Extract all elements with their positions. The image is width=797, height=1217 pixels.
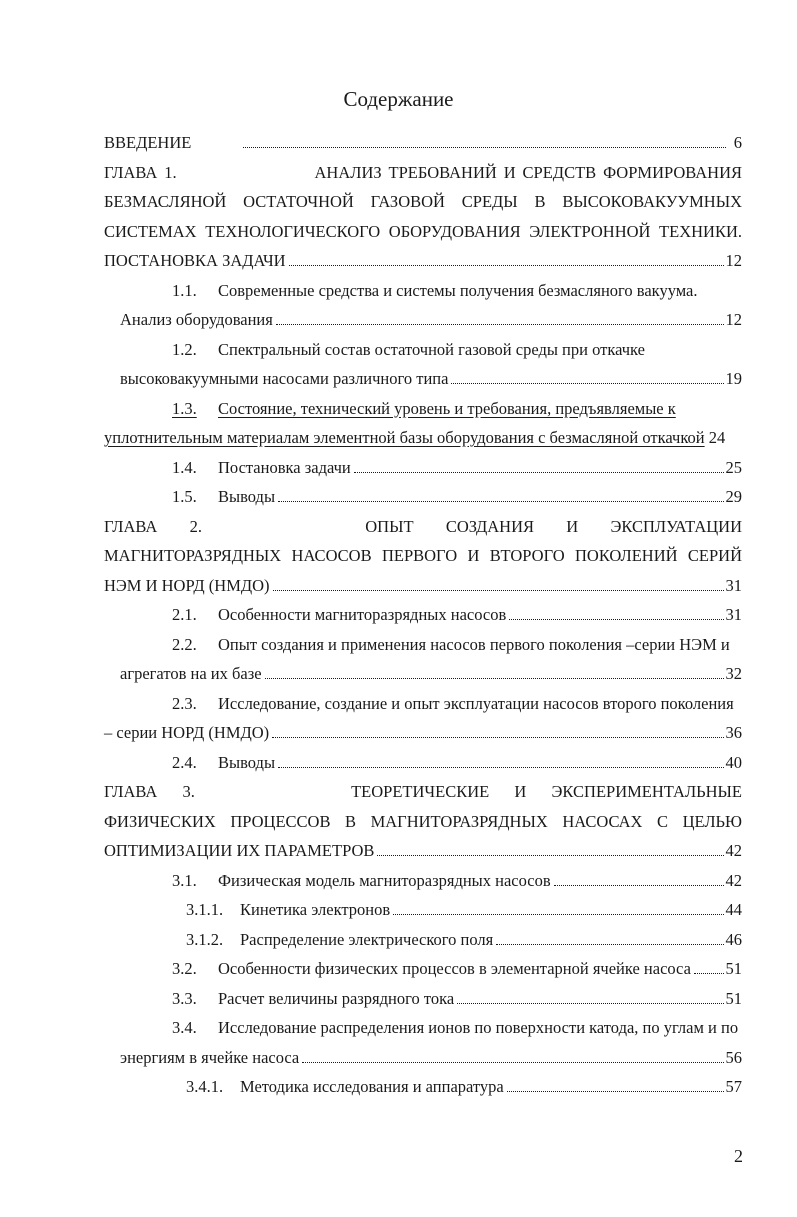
toc-page-number: 12 — [725, 310, 742, 329]
section-title: Выводы — [218, 487, 276, 506]
toc-page-number: 32 — [725, 664, 742, 683]
toc-page-number: 25 — [725, 457, 742, 477]
section-1-1[interactable] — [104, 276, 742, 306]
dot-leader — [265, 678, 724, 679]
chapter-number: ГЛАВА 2. — [104, 516, 202, 536]
section-2-3[interactable] — [104, 689, 742, 719]
section-1-5[interactable] — [104, 482, 742, 512]
section-title: уплотнительным материалам элементной базы оборудования с безмасляной откачкой — [104, 428, 705, 447]
toc-page-number: 57 — [725, 1077, 742, 1096]
dot-leader — [509, 619, 723, 620]
chapter-2-title-line: МАГНИТОРАЗРЯДНЫХ НАСОСОВ ПЕРВОГО И ВТОРОГО ПОКОЛЕНИЙ СЕРИЙ — [104, 546, 742, 565]
section-title: Опыт создания и применения насосов первого поколения –серии НЭМ и — [218, 634, 730, 654]
dot-leader — [507, 1091, 724, 1092]
section-1-3[interactable] — [104, 394, 742, 424]
section-number: 1.1. — [172, 280, 197, 300]
chapter-1-heading[interactable] — [104, 158, 742, 188]
section-number: 3.1.2. — [186, 929, 224, 949]
toc-page-number: 56 — [725, 1047, 742, 1067]
dot-leader — [393, 914, 723, 915]
dot-leader — [273, 590, 724, 591]
section-2-2-cont[interactable] — [104, 659, 742, 689]
toc-page-number: 46 — [725, 929, 742, 949]
section-title: Состояние, технический уровень и требования, предъявляемые к — [218, 398, 676, 418]
toc-page-number: 42 — [725, 841, 742, 860]
section-number: 1.3. — [172, 398, 197, 418]
section-title: – серии НОРД (НМДО) — [104, 723, 270, 742]
table-of-contents — [104, 128, 742, 1102]
toc-page-number: 24 — [708, 428, 726, 447]
section-title: Физическая модель магниторазрядных насосов — [218, 870, 551, 890]
section-title: Расчет величины разрядного тока — [218, 988, 455, 1008]
section-number: 3.4. — [172, 1018, 197, 1037]
section-3-4-1[interactable] — [104, 1072, 742, 1102]
toc-page-number: 51 — [725, 988, 742, 1008]
toc-page-number: 36 — [725, 723, 742, 742]
dot-leader — [451, 383, 723, 384]
toc-page-number: 51 — [725, 959, 742, 978]
toc-page-number: 19 — [725, 369, 742, 388]
section-number: 1.5. — [172, 487, 197, 506]
section-number: 2.2. — [172, 634, 197, 654]
dot-leader — [278, 767, 723, 768]
section-title: Распределение электрического поля — [240, 929, 494, 949]
section-2-4[interactable] — [104, 748, 742, 778]
section-number: 2.3. — [172, 693, 197, 713]
toc-page-number: 12 — [725, 251, 742, 270]
chapter-number: ГЛАВА 3. — [104, 782, 195, 801]
section-number: 1.2. — [172, 339, 197, 359]
chapter-title: ТЕОРЕТИЧЕСКИЕ И ЭКСПЕРИМЕНТАЛЬНЫЕ — [351, 782, 742, 801]
section-number: 3.1.1. — [186, 900, 224, 919]
section-title: Анализ оборудования — [120, 310, 273, 329]
page-number: 2 — [734, 1146, 743, 1166]
dot-leader — [272, 737, 723, 738]
toc-entry-label: ВВЕДЕНИЕ — [104, 133, 192, 152]
toc-page-number: 40 — [725, 752, 742, 772]
section-2-3-cont[interactable] — [104, 718, 742, 748]
section-3-1-2[interactable] — [104, 925, 742, 955]
section-3-4-cont[interactable] — [104, 1043, 742, 1073]
chapter-1-title-end[interactable] — [104, 246, 742, 276]
chapter-3-title-end[interactable] — [104, 836, 742, 866]
section-number: 3.4.1. — [186, 1077, 224, 1096]
section-3-2[interactable] — [104, 954, 742, 984]
section-title: Исследование распределения ионов по поверхности катода, по углам и по — [218, 1018, 739, 1037]
toc-page-number: 42 — [725, 870, 742, 890]
section-number: 2.1. — [172, 605, 197, 624]
toc-entry-intro[interactable] — [104, 128, 742, 158]
dot-leader — [694, 973, 724, 974]
chapter-number: ГЛАВА 1. — [104, 162, 177, 182]
chapter-3-title-line: ФИЗИЧЕСКИХ ПРОЦЕССОВ В МАГНИТОРАЗРЯДНЫХ НАСОСАХ С ЦЕЛЬЮ — [104, 811, 742, 831]
chapter-2-heading[interactable] — [104, 512, 742, 542]
toc-page-number: 29 — [725, 487, 742, 506]
chapter-1-title-line: БЕЗМАСЛЯНОЙ ОСТАТОЧНОЙ ГАЗОВОЙ СРЕДЫ В ВЫСОКОВАКУУМНЫХ — [104, 192, 742, 211]
dot-leader — [289, 265, 724, 266]
chapter-1-title-line: СИСТЕМАХ ТЕХНОЛОГИЧЕСКОГО ОБОРУДОВАНИЯ ЭЛЕКТРОННОЙ ТЕХНИКИ. — [104, 221, 742, 241]
section-title: Особенности магниторазрядных насосов — [218, 605, 507, 624]
section-title: энергиям в ячейке насоса — [120, 1047, 300, 1067]
section-title: Постановка задачи — [218, 457, 351, 477]
section-number: 1.4. — [172, 457, 197, 477]
section-title: Особенности физических процессов в элементарной ячейке насоса — [218, 959, 691, 978]
chapter-title: ОПТИМИЗАЦИИ ИХ ПАРАМЕТРОВ — [104, 841, 375, 860]
section-2-1[interactable] — [104, 600, 742, 630]
chapter-title: ОПЫТ СОЗДАНИЯ И ЭКСПЛУАТАЦИИ — [365, 516, 742, 536]
section-title: Методика исследования и аппаратура — [240, 1077, 504, 1096]
section-1-4[interactable] — [104, 453, 742, 483]
dot-leader — [377, 855, 723, 856]
section-number: 2.4. — [172, 752, 197, 772]
toc-page-number: 31 — [725, 605, 742, 624]
section-3-1-1[interactable] — [104, 895, 742, 925]
chapter-title: НЭМ И НОРД (НМДО) — [104, 575, 270, 595]
section-1-2[interactable] — [104, 335, 742, 365]
section-title: Современные средства и системы получения безмасляного вакуума. — [218, 280, 698, 300]
section-title: Спектральный состав остаточной газовой среды при откачке — [218, 339, 645, 359]
dot-leader — [276, 324, 724, 325]
section-number: 3.1. — [172, 870, 197, 890]
section-title: Выводы — [218, 752, 276, 772]
section-title: агрегатов на их базе — [120, 664, 262, 683]
chapter-2-title-end[interactable] — [104, 571, 742, 601]
dot-leader — [302, 1062, 723, 1063]
section-number: 3.3. — [172, 988, 197, 1008]
page-title: Содержание — [343, 87, 454, 111]
section-number: 3.2. — [172, 959, 197, 978]
toc-page-number: 6 — [733, 133, 742, 152]
section-3-4[interactable] — [104, 1013, 742, 1043]
dot-leader — [496, 944, 723, 945]
section-1-2-cont[interactable] — [104, 364, 742, 394]
section-title: Кинетика электронов — [240, 900, 391, 919]
toc-page-number: 31 — [725, 575, 742, 595]
dot-leader — [554, 885, 724, 886]
section-title: высоковакуумными насосами различного типа — [120, 369, 449, 388]
section-2-2[interactable] — [104, 630, 742, 660]
dot-leader — [278, 501, 723, 502]
dot-leader — [354, 472, 724, 473]
section-1-1-cont[interactable] — [104, 305, 742, 335]
dot-leader — [243, 147, 726, 148]
toc-page-number: 44 — [725, 900, 742, 919]
section-3-3[interactable] — [104, 984, 742, 1014]
chapter-3-heading[interactable] — [104, 777, 742, 807]
section-1-3-cont[interactable] — [104, 423, 742, 453]
chapter-title: АНАЛИЗ ТРЕБОВАНИЙ И СРЕДСТВ ФОРМИРОВАНИЯ — [314, 162, 742, 182]
section-title: Исследование, создание и опыт эксплуатации насосов второго поколения — [218, 693, 734, 713]
section-3-1[interactable] — [104, 866, 742, 896]
chapter-title: ПОСТАНОВКА ЗАДАЧИ — [104, 251, 286, 270]
dot-leader — [457, 1003, 723, 1004]
